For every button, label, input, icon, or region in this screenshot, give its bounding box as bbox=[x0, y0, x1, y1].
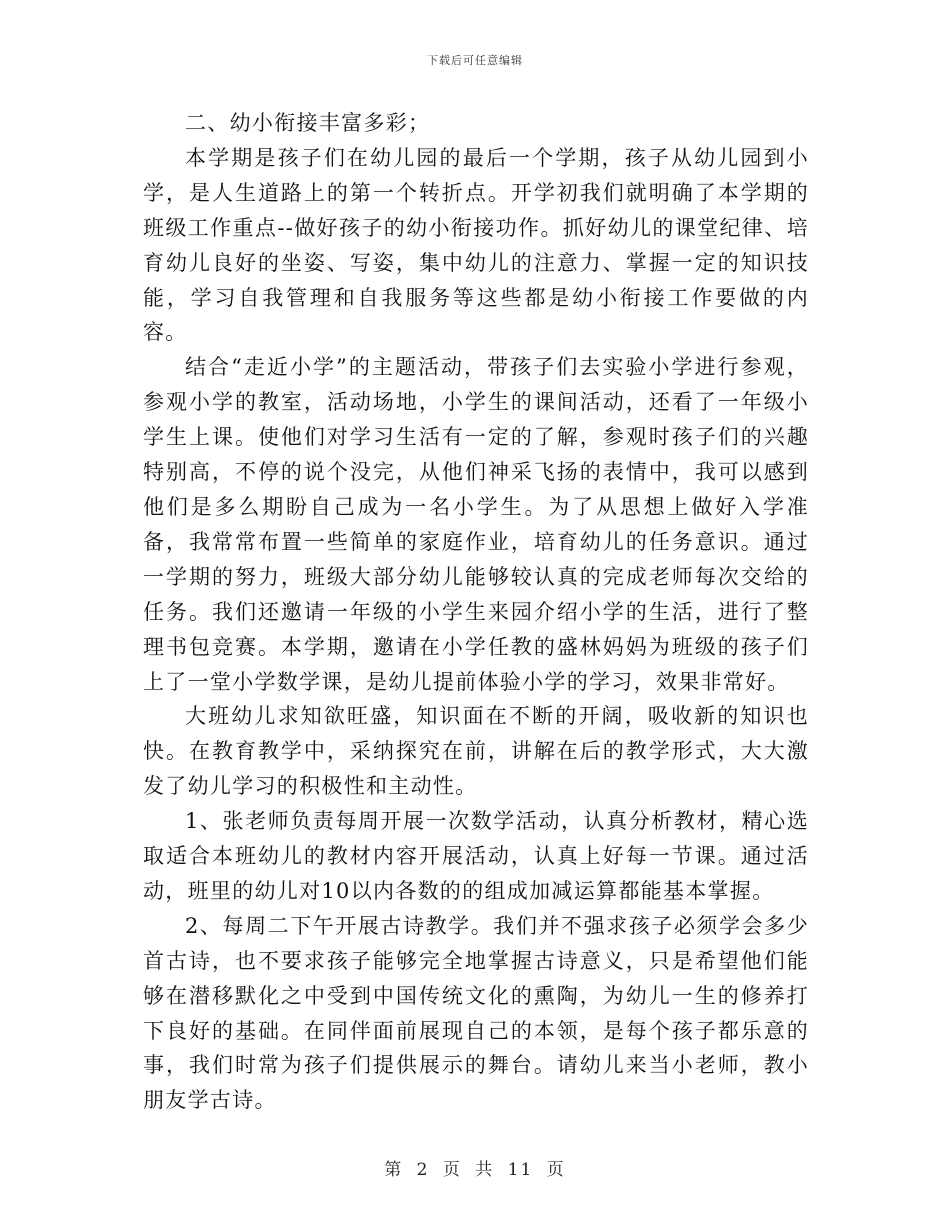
paragraph-curiosity: 大班幼儿求知欲旺盛，知识面在不断的开阔，吸收新的知识也快。在教育教学中，采纳探究在前，讲解在后的教学形式，大大激发了幼儿学习的积极性和主动性。 bbox=[143, 704, 809, 799]
page-number: 第 2 页 共 11 页 bbox=[384, 1160, 566, 1180]
page-header-note: 下载后可任意编辑 bbox=[427, 54, 523, 67]
paragraph-math-activity: 1、张老师负责每周开展一次数学活动，认真分析教材，精心选取适合本班幼儿的教材内容开展活动，认真上好每一节课。通过活动，班里的幼儿对10以内各数的的组成加减运算都能基本掌握。 bbox=[143, 809, 809, 903]
paragraph-school-visit: 结合“走近小学”的主题活动，带孩子们去实验小学进行参观，参观小学的教室，活动场地，小学生的课间活动，还看了一年级小学生上课。使他们对学习生活有一定的了解，参观时孩子们的兴趣特别高，不停的说个没完，从他们神采飞扬的表情中，我可以感到他们是多么期盼自己成为一名小学生。为了从思想上做好入学准备，我常常布置一些简单的家庭作业，培育幼儿的任务意识。通过一学期的努力，班级大部分幼儿能够较认真的完成老师每次交给的任务。我们还邀请一年级的小学生来园介绍小学的生活，进行了整理书包竞赛。本学期，邀请在小学任教的盛林妈妈为班级的孩子们上了一堂小学数学课，是幼儿提前体验小学的学习，效果非常好。 bbox=[143, 355, 809, 694]
paragraph-poetry-teaching: 2、每周二下午开展古诗教学。我们并不强求孩子必须学会多少首古诗，也不要求孩子能够完全地掌握古诗意义，只是希望他们能够在潜移默化之中受到中国传统文化的熏陶，为幼儿一生的修养打下良好的基础。在同伴面前展现自己的本领，是每个孩子都乐意的事，我们时常为孩子们提供展示的舞台。请幼儿来当小老师，教小朋友学古诗。 bbox=[143, 913, 809, 1113]
section-heading: 二、幼小衔接丰富多彩； bbox=[185, 111, 431, 135]
paragraph-semester-transition: 本学期是孩子们在幼儿园的最后一个学期，孩子从幼儿园到小学，是人生道路上的第一个转折点。开学初我们就明确了本学期的班级工作重点--做好孩子的幼小衔接功作。抓好幼儿的课堂纪律、培育幼儿良好的坐姿、写姿，集中幼儿的注意力、掌握一定的知识技能，学习自我管理和自我服务等这些都是幼小衔接工作要做的内容。 bbox=[143, 145, 809, 345]
document-body bbox=[143, 106, 809, 1118]
